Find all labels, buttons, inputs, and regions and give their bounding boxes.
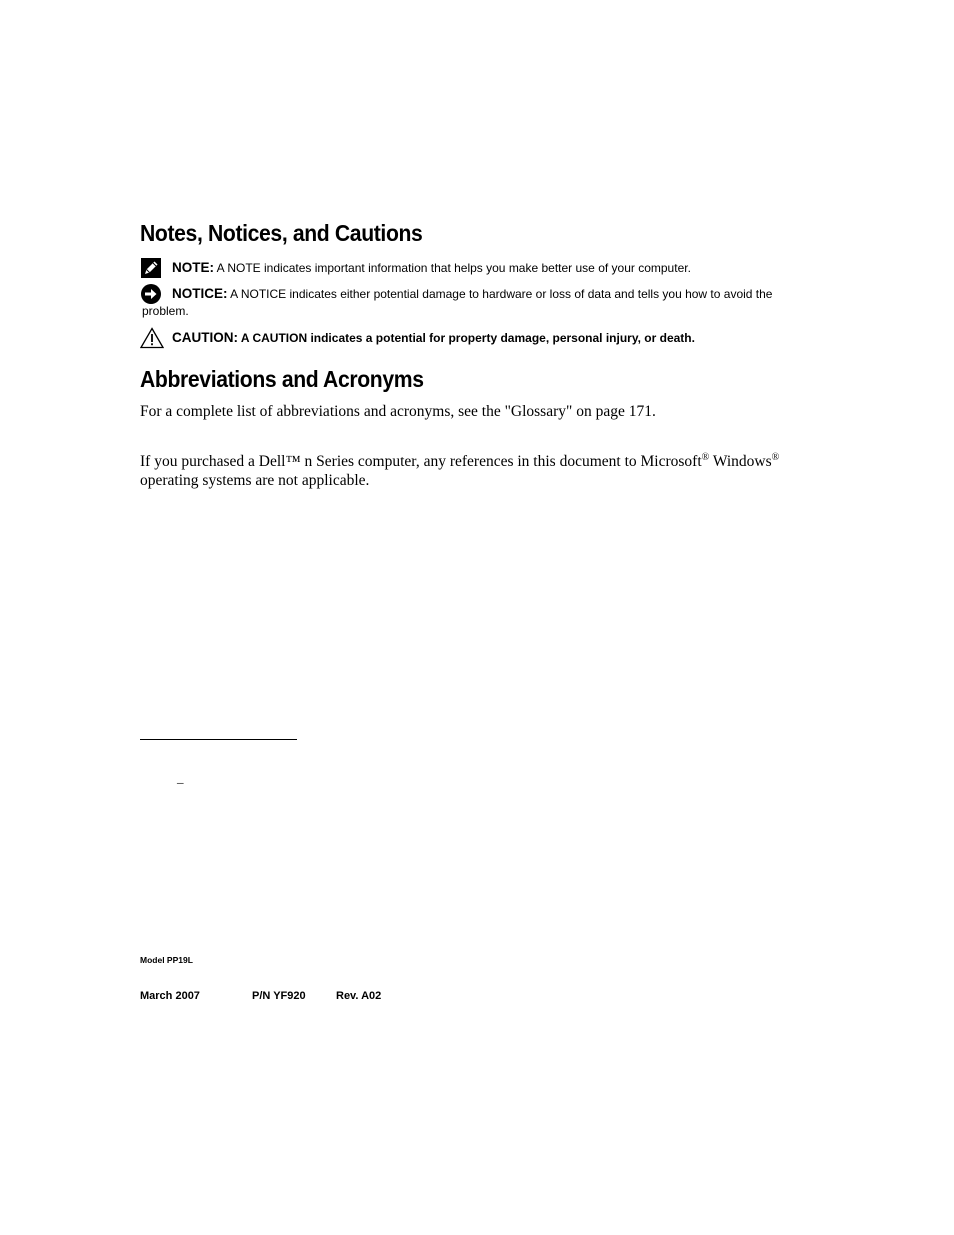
note-label: NOTE: [172,260,214,275]
abbreviations-section-title: Abbreviations and Acronyms [140,366,424,392]
registered-mark: ® [701,451,710,463]
note-block [140,259,820,277]
publication-date: March 2007 [140,990,200,1002]
note-text: A NOTE indicates important information that helps you make better use of your computer. [216,261,691,275]
notice-text: A NOTICE indicates either potential damage to hardware or loss of data and tells you how to avoid the [230,287,773,301]
dell-note-part2: Windows [709,453,772,470]
notes-section-title: Notes, Notices, and Cautions [140,220,423,246]
part-number: P/N YF920 [252,990,306,1002]
notice-block [140,285,820,320]
arrow-circle-icon [140,283,164,305]
model-number: Model PP19L [140,955,193,965]
pencil-icon [140,257,164,279]
registered-mark: ® [771,451,780,463]
caution-block [140,329,820,347]
footnote-dash: _ [177,770,184,785]
caution-label: CAUTION: [172,330,238,345]
warning-triangle-icon [140,327,164,349]
glossary-reference-paragraph: For a complete list of abbreviations and acronyms, see the "Glossary" on page 171. [140,403,656,420]
revision: Rev. A02 [336,990,382,1002]
caution-text: A CAUTION indicates a potential for property damage, personal injury, or death. [240,331,695,345]
footnote-divider [140,739,297,740]
dell-note-part3: operating systems are not applicable. [140,472,370,489]
notice-label: NOTICE: [172,286,228,301]
dell-note-part1: If you purchased a Dell™ n Series computer, any references in this document to Microsoft [140,453,702,470]
notice-text-continued: problem. [142,304,189,318]
dell-n-series-paragraph [140,452,820,490]
